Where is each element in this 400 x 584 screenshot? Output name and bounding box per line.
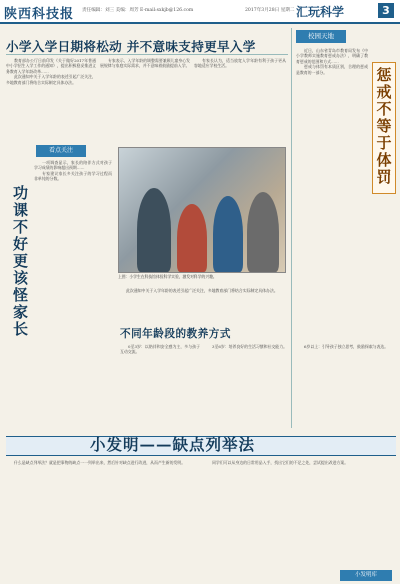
- news-photo: [118, 147, 286, 273]
- bottom-section-title: 小发明——缺点列举法: [90, 435, 256, 454]
- bottom-col-2: [204, 460, 392, 568]
- article-col-3: [194, 58, 286, 142]
- section-title: 汇玩科学: [296, 5, 345, 19]
- photo-figure: [247, 192, 279, 272]
- main-headline: 小学入学日期将松动 并不意味支持更早入学: [6, 39, 256, 54]
- issue-date: 2017年3月28日 星期二: [245, 8, 295, 13]
- paper-name: 陕西科技报: [4, 7, 75, 22]
- headline-rule: [6, 54, 288, 55]
- mid-col-1: [120, 344, 200, 430]
- sidebar-tag: 看点关注: [36, 145, 86, 157]
- column-divider: [291, 28, 292, 428]
- masthead-meta: 责任编辑：刘三 美编：周芳 E-mail:sxkjb@126.com: [82, 8, 194, 13]
- right-column-tag: 校园天地: [296, 30, 346, 43]
- article-col-1: [6, 58, 96, 142]
- right-paragraph: 近日，山东省青岛市教育局发布《中小学教师实施教育惩戒办法》，明确了教育惩戒的范围和方式……: [296, 48, 368, 64]
- mid-col-3: [296, 344, 392, 430]
- bottom-tag: 小发明库: [340, 570, 392, 581]
- article-paragraph: 此次通知中关于入学年龄的表述引起广泛关注，多地教育部门将结合实际制定具体办法。: [6, 74, 96, 85]
- photo-article-text: [118, 288, 284, 322]
- article-paragraph: 专家表示，入学年龄的调整需要兼顾儿童身心发展规律与家庭实际需求，并不意味着鼓励提前入学。: [100, 58, 190, 69]
- page-number: 3: [378, 3, 394, 18]
- sidebar-text: [34, 160, 112, 430]
- article-paragraph: 有家长认为，适当放宽入学年龄有利于孩子更从容地适应学校生活。: [194, 58, 286, 69]
- mid-paragraph: 6岁以上：引导孩子独立思考，鼓励探索与表达。: [304, 344, 389, 349]
- photo-caption: 上图：小学生在科技馆体验科学实验，激发对科学的兴趣。: [118, 274, 217, 279]
- sidebar-vertical-title: 功课不好更该怪家长: [11, 185, 29, 338]
- right-paragraph: 惩戒与体罚有本质区别，合理的惩戒是教育的一部分。: [296, 64, 368, 75]
- article-paragraph: 教育部办公厅日前印发《关于做好2017年普通中小学招生入学工作的通知》，提出积极稳妥推进义务教育入学年龄改革……: [6, 58, 96, 74]
- sidebar-vertical-title-box: [10, 185, 30, 338]
- photo-figure: [177, 204, 207, 272]
- sidebar-paragraph: 一项调查显示，家长的陪伴方式对孩子学习成绩的影响超出预期……: [34, 160, 112, 171]
- mid-col-2: [204, 344, 288, 430]
- sidebar-paragraph: 专家建议家长多关注孩子的学习过程而非单纯的分数。: [34, 170, 112, 182]
- right-vertical-title: 惩戒不等于体罚: [374, 67, 393, 186]
- photo-figure: [137, 188, 171, 272]
- photo-figure: [213, 196, 243, 272]
- mid-paragraph: 3至6岁：培养良好的生活习惯和社交能力。: [212, 344, 287, 349]
- bottom-paragraph: 同学们可以从身边的日常用品入手，找出它们的不足之处，尝试提出改进方案。: [212, 460, 349, 465]
- right-vertical-title-box: [372, 62, 396, 194]
- mid-section-title: 不同年龄段的教养方式: [120, 328, 231, 340]
- bottom-col-1: [6, 460, 196, 570]
- article-col-2: [100, 58, 190, 142]
- photo-article-paragraph: 此次通知中关于入学年龄的表述引起广泛关注，多地教育部门将结合实际制定具体办法。: [126, 288, 278, 293]
- bottom-paragraph: 什么是缺点列举法？就是把事物的缺点一一列举出来，然后针对缺点进行改进，从而产生新的发明。: [14, 460, 186, 465]
- mid-paragraph: 0至3岁：以陪伴和安全感为主，多与孩子互动交流。: [120, 344, 200, 355]
